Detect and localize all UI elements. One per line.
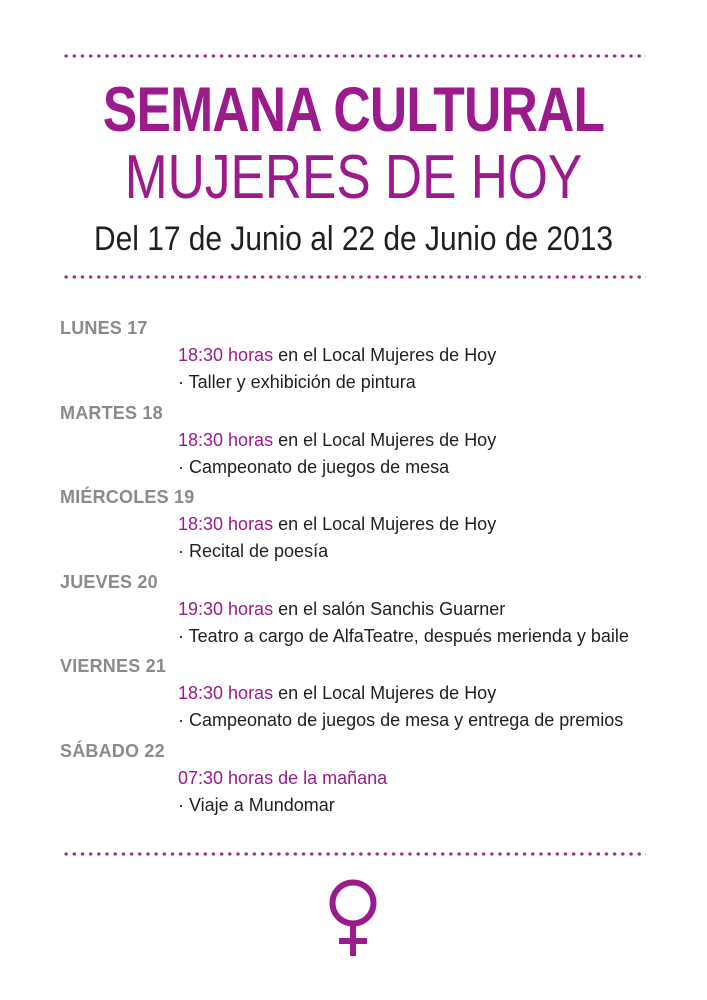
day-label: MIÉRCOLES 19 <box>60 487 195 507</box>
event-activity: · Viaje a Mundomar <box>178 795 335 815</box>
day-label: VIERNES 21 <box>60 656 167 676</box>
page-subtitle: MUJERES DE HOY <box>124 143 583 212</box>
event-activity: · Recital de poesía <box>178 541 329 561</box>
event-time: 18:30 horas <box>178 345 274 365</box>
event-place: en el Local Mujeres de Hoy <box>273 345 497 365</box>
day-label: MARTES 18 <box>60 403 163 423</box>
event-time-line <box>178 514 496 535</box>
event-time-line <box>178 768 387 789</box>
event-time: 19:30 horas <box>178 599 274 619</box>
event-place: en el Local Mujeres de Hoy <box>273 683 497 703</box>
event-time: 18:30 horas <box>178 683 274 703</box>
dotted-divider-middle <box>62 275 646 279</box>
event-place: en el salón Sanchis Guarner <box>273 599 506 619</box>
date-range: Del 17 de Junio al 22 de Junio de 2013 <box>93 220 614 258</box>
event-place: en el Local Mujeres de Hoy <box>273 430 497 450</box>
event-time: 07:30 horas de la mañana <box>178 768 388 788</box>
event-time-line <box>178 345 496 366</box>
event-place: en el Local Mujeres de Hoy <box>273 514 497 534</box>
event-activity: · Teatro a cargo de AlfaTeatre, después merienda y baile <box>178 626 629 646</box>
event-time-line <box>178 599 505 620</box>
event-activity: · Taller y exhibición de pintura <box>178 372 416 392</box>
event-time-line <box>178 683 496 704</box>
dotted-divider-top <box>62 54 646 58</box>
event-time-line <box>178 430 496 451</box>
event-time: 18:30 horas <box>178 430 274 450</box>
event-activity: · Campeonato de juegos de mesa y entrega de premios <box>178 710 624 730</box>
day-label: SÁBADO 22 <box>60 741 165 761</box>
day-label: LUNES 17 <box>60 318 148 338</box>
event-activity: · Campeonato de juegos de mesa <box>178 457 450 477</box>
page-title: SEMANA CULTURAL <box>102 75 605 145</box>
event-time: 18:30 horas <box>178 514 274 534</box>
dotted-divider-bottom <box>62 852 646 856</box>
venus-symbol-icon <box>322 878 384 958</box>
day-label: JUEVES 20 <box>60 572 158 592</box>
